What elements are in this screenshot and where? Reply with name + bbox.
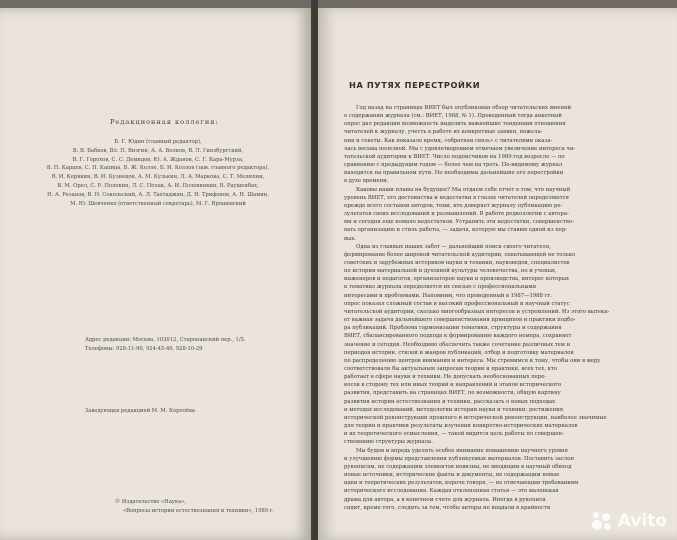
- editorial-board-list: [12, 138, 304, 208]
- text-line: вать организацию и стиль работы, — задача, которую мы ставим одной из пер-: [344, 227, 568, 234]
- editorial-board-line: Н. А. Резанов, В. Н. Сокольский, А. Л. Тахтаджян, Д. Н. Трифонов, А. Н. Шамин,: [47, 191, 269, 198]
- avito-watermark: [590, 510, 667, 532]
- text-line: о содержании журнала (см.: ВИЕТ, 1988, № 1). Проведенный тогда анкетный: [344, 113, 562, 120]
- text-line: прежде всего составом авторов, теми, кто доверяет журналу публикацию ре-: [344, 202, 563, 209]
- text-line: новые источники, исторические факты и документы, не содержащим новые: [344, 472, 560, 479]
- text-line: и методах исследований, методологии истории науки и техники; достижения: [344, 406, 564, 413]
- text-line: и их теоретического осмысления, — такой видится цель работы по совершен-: [344, 431, 564, 438]
- text-line: драма для автора, а в конечном счете для журнала. Иногда в рукописи: [344, 496, 546, 503]
- text-line: косов в сторону тех или иных теорий и направлений и этапов исторического: [344, 382, 562, 389]
- avito-logo-icon: [590, 510, 614, 532]
- editorial-board-line: В. П. Карцев, С. П. Капица, В. Ж. Келле, Б. И. Козлов (зам. главного редактора),: [46, 165, 270, 172]
- left-page: [0, 8, 311, 540]
- text-line: Мы будем и впредь уделять особое внимание повышению научного уровня: [356, 447, 568, 454]
- address-block: [85, 336, 307, 354]
- text-line: находится на правильном пути. Но необходимы дальнейшие его перестройки: [344, 170, 564, 177]
- text-line: соответствовали бы актуальным запросам теории и практики, всех тех, кто: [344, 366, 558, 372]
- editorial-phones: Телефоны: 928-11-90, 924-45-40, 928-10-29: [85, 345, 203, 352]
- text-line: уровень ВИЕТ, его достоинства и недостатки в глазах читателей определяются: [344, 194, 569, 201]
- article-paragraph: [344, 447, 660, 512]
- article-paragraph: [344, 243, 660, 447]
- text-line: зультатов своих исследований и размышлений. В работе редколлегии с автора-: [344, 211, 569, 218]
- text-line: к тематике журнала определяется их связью с профессиональными: [344, 284, 537, 291]
- editorial-board-line: Б. Г. Юдин (главный редактор),: [114, 139, 202, 145]
- text-line: ми и сегодня еще немало недостатков. Устранить эти недостатки, совершенство-: [344, 219, 574, 226]
- avito-logo-text: Avito: [617, 511, 667, 531]
- text-line: тательской аудитории к ВИЕТ. Число подписчиков на 1989 год возросло — по: [344, 153, 565, 160]
- text-line: периодов истории, стилей и жанров публикаций, отбор и подготовку материалов: [344, 349, 574, 356]
- text-line: для теории и практики результаты изучения конкретно-исторических материалов: [344, 423, 578, 430]
- editorial-board-line: В. В. Бабков, Вл. П. Визгин, А. А. Волков, В. Л. Гинзбургский,: [72, 147, 244, 154]
- text-line: рукописям, не содержащим элементов новизны, не вводящим в научный обиход: [344, 463, 572, 470]
- text-line: по истории материальной и духовной культуры человечества, но и ученых,: [344, 268, 557, 275]
- text-line: ра публикаций. Проблема гармонизации тематики, структуры и содержания: [344, 325, 562, 332]
- text-line: ствованию структуры журнала.: [344, 439, 433, 446]
- copyright-publisher: © Издательство «Наука»,: [115, 499, 187, 505]
- text-line: и улучшению формы представления публикуемых материалов. Поставить заслон: [344, 455, 575, 462]
- text-line: ет важная задача дальнейшего совершенствования принципов и практики подбо-: [344, 317, 576, 324]
- text-line: инженеров и педагогов, организаторов науки и производства, интерес которых: [344, 276, 569, 283]
- text-line: читательской аудитории, сколько многообразных интересов и устремлений. Из этого вытека-: [344, 308, 610, 315]
- text-line: сидит, кроме того, следить за тем, чтобы авторы не впадали в крайности: [344, 504, 551, 511]
- text-line: значение и сегодня. Необходимо обеспечить также сочетание различных тем и: [344, 341, 571, 348]
- editorial-board-line: М. Ю. Шевченко (ответственный секретарь), М. Г. Ярошевский: [70, 200, 246, 207]
- text-line: в духе времени.: [344, 178, 389, 185]
- text-line: Одна из главных наших забот — дальнейший поиск своего читателя,: [356, 243, 551, 250]
- text-line: советских и зарубежных историков науки и техники, науковедов, специалистов: [344, 259, 570, 266]
- text-line: по распределению центров внимания и интереса. Мы стремимся к тому, чтобы они в меру: [344, 357, 601, 364]
- text-line: Год назад на страницах ВИЕТ был опубликован обзор читательских мнений: [356, 105, 572, 111]
- article-paragraph: [344, 104, 660, 186]
- article-title: НА ПУТЯХ ПЕРЕСТРОЙКИ: [349, 80, 481, 90]
- editorial-board-line: В. Г. Горохов, С. С. Демидов, Ю. А. Жданов, С. Г. Кара-Мурза,: [72, 156, 244, 163]
- text-line: интересами и проблемами. Напомним, что проведенный в 1987—1988 гг.: [344, 292, 552, 299]
- text-line: опрос дал редакции возможность выделить важнейшие тенденции отношения: [344, 121, 566, 128]
- editorial-board-line: В. М. Орел, С. Р. Полекин, Л. С. Полак, А. И. Половинкин, В. Раушенбах,: [57, 182, 259, 189]
- text-line: читателей к журналу, учесть в работе их конкретные заявки, пожела-: [344, 129, 543, 136]
- text-line: ния и советы. Как показало время, «обратная связь» с читателями оказа-: [344, 137, 553, 144]
- text-line: формирование более широкой читательской аудитории, охватывающей не только: [344, 251, 576, 258]
- book-spine: [311, 0, 318, 540]
- text-line: развития истории естествознания и техники, рассказать о новых подходах: [344, 398, 556, 405]
- text-line: ВИЕТ, сбалансированного подхода к формированию каждого номера, сохраняет: [344, 333, 572, 340]
- text-line: работает в сфере науки и техники. Не допускать необоснованных пере-: [344, 374, 547, 381]
- text-line: идеи и теоретических результатов, короче говоря, — не отвечающим требованиям: [344, 480, 579, 487]
- text-line: лась весьма полезной. Мы с удовлетворением отмечаем увеличение интереса чи-: [344, 145, 576, 152]
- editorial-board-line: В. И. Корякин, В. И. Кузнецов, А. М. Кулькин, Л. А. Маркова, С. Т. Мелюхин,: [51, 174, 265, 181]
- article-body: [344, 104, 660, 512]
- head-of-office: Заведующая редакцией М. М. Королёва: [85, 408, 195, 414]
- editorial-address: Адрес редакции: Москва, 103012, Старопанский пер., 1/5.: [85, 337, 246, 343]
- text-line: сравнению с предыдущим годом — более чем на треть. По-видимому журнал: [344, 162, 563, 169]
- article-paragraph: [344, 186, 660, 243]
- text-line: опрос показал сложный состав и высокий профессиональный и научный статус: [344, 300, 570, 307]
- text-line: Каковы наши планы на будущее? Мы отдаем себе отчет в том, что научный: [356, 186, 571, 193]
- text-line: исторической реконструкции прошлого и исторической реконструкции, наиболее значимые: [344, 414, 607, 421]
- text-line: исторического исследования. Каждая отклоненная статья — это маленькая: [344, 488, 559, 495]
- copyright-block: [115, 498, 274, 516]
- text-line: развития, представить на страницах ВИЕТ, по возможности, общую картину: [344, 390, 561, 397]
- copyright-journal: «Вопросы истории естествознания и техники», 1989 г.: [123, 507, 275, 514]
- text-line: вых.: [344, 235, 356, 242]
- editorial-board-title: Редакционная коллегия:: [110, 118, 219, 126]
